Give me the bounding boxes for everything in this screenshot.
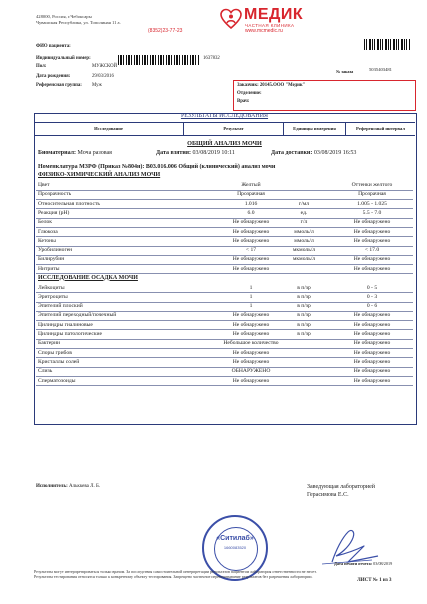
logo-name: МЕДИК [244, 6, 304, 23]
biomaterial-line [38, 150, 112, 156]
fio-label: ФИО пациента: [36, 44, 71, 49]
heart-icon [220, 8, 242, 30]
head-title: Заведующая лабораторией [307, 484, 375, 490]
patient-barcode [118, 55, 200, 65]
test-result: Не обнаружено [232, 256, 270, 263]
test-result: 1 [249, 284, 253, 291]
print-date-label: Дата печати отчета: [334, 561, 373, 566]
delivered-line [271, 150, 356, 156]
customer-box [233, 80, 416, 111]
ref-group-label: Референсная группа: [36, 83, 82, 88]
test-result: Не обнаружено [232, 312, 270, 319]
sex-value: МУЖСКОЙ [92, 64, 118, 69]
clinic-phone: (8352)23-77-23 [148, 28, 183, 34]
test-name: Споры грибов [38, 349, 72, 356]
result-row [36, 376, 413, 386]
test-unit: в п/зр [297, 321, 311, 328]
test-reference: 0 - 5 [366, 284, 378, 291]
head-name: Герасимова Е.С. [307, 492, 349, 498]
test-reference: Не обнаружено [353, 237, 391, 244]
test-reference: Не обнаружено [353, 228, 391, 235]
test-name: Эпителий переходный/почечный [38, 312, 117, 319]
print-date-value: 03/08/2019 [373, 561, 393, 566]
test-name: Уробилиноген [38, 247, 73, 254]
biomaterial-value: Моча разовая [77, 150, 112, 156]
order-barcode [364, 39, 410, 50]
test-unit: в п/зр [297, 303, 311, 310]
taken-value: 03/08/2019 10:11 [192, 150, 235, 156]
test-name: Цилиндры патологические [38, 331, 103, 337]
test-result: Прозрачная [237, 191, 265, 198]
test-name: Билирубин [38, 256, 65, 263]
test-unit: в п/зр [297, 293, 311, 300]
test-unit: мкмоль/л [292, 247, 316, 254]
delivered-label: Дата доставки: [271, 150, 313, 156]
footer-notes [34, 569, 399, 579]
analysis-title: ОБЩИЙ АНАЛИЗ МОЧИ [187, 140, 262, 147]
test-result: ОБНАРУЖЕНО [231, 368, 271, 375]
stamp-number: 1660083520 [223, 545, 247, 550]
test-unit: в п/зр [297, 312, 311, 319]
test-name: Нитриты [38, 265, 60, 272]
test-result: 1 [249, 293, 253, 300]
header-result: Результат [184, 123, 284, 135]
stamp-name: «Ситилаб» [216, 535, 254, 542]
test-result: Не обнаружено [232, 228, 270, 235]
address-line-1: 428000, Россия, г.Чебоксары [36, 14, 92, 19]
executor-value: Альккева Л. Б. [69, 484, 101, 489]
test-result: Желтый [241, 182, 261, 188]
order-number-value: 5035403481 [369, 67, 392, 72]
print-date [334, 561, 392, 566]
test-unit: ммоль/л [294, 237, 314, 244]
lab-address [36, 14, 176, 25]
test-name: Сперматозоиды [38, 377, 76, 384]
clinic-site: www.mcmedic.ru [245, 28, 283, 34]
test-name: Слизь [38, 368, 53, 375]
test-reference: Не обнаружено [353, 358, 391, 365]
address-line-2: Чувашская Республика, ул. Тополиная 11 а. [36, 19, 121, 25]
test-result: Небольшое количество [223, 340, 279, 347]
executor-label: Исполнитель: [36, 484, 68, 489]
test-result: Не обнаружено [232, 349, 270, 356]
test-reference: 0 - 3 [366, 293, 378, 300]
delivered-value: 03/08/2019 16:53 [313, 150, 357, 156]
dept-label: Отделение: [237, 91, 262, 96]
footer-note-1: Результаты могут интерпретироваться только врачом. За последствия самостоятельной интерпретации результатов пациентом лаборатория ответственности не несет. [34, 569, 317, 574]
test-reference: Не обнаружено [353, 331, 391, 337]
test-result: Не обнаружено [232, 219, 270, 226]
test-reference: 1.005 - 1.025 [357, 200, 387, 207]
header-ref: Референсный интервал [356, 125, 405, 131]
test-result: Не обнаружено [232, 377, 270, 384]
test-name: Лейкоциты [38, 284, 65, 291]
test-name: Глюкоза [38, 228, 58, 235]
ref-group-value: Муж [92, 83, 102, 88]
test-reference: Не обнаружено [353, 349, 391, 356]
test-reference: 5.5 - 7.0 [362, 209, 382, 216]
nomenclature: Номенклатура МЗРФ (Приказ №804н): В03.016.006 Общий (клинический) анализ мочи [38, 164, 276, 170]
section-title: ФИЗИКО-ХИМИЧЕСКИЙ АНАЛИЗ МОЧИ [38, 172, 161, 178]
sheet-number: ЛИСТ № 1 из 3 [357, 578, 392, 583]
test-unit: ед. [300, 209, 308, 216]
test-name: Относительная плотность [38, 200, 100, 207]
test-name: Прозрачность [38, 191, 72, 198]
taken-line [156, 150, 235, 156]
dob-label: Дата рождения: [36, 74, 71, 79]
test-reference: Прозрачная [358, 191, 386, 198]
order-number-label: № заказа [336, 69, 354, 74]
results-title: РЕЗУЛЬТАТЫ ИССЛЕДОВАНИЯ [180, 113, 269, 119]
test-name: Эритроциты [38, 293, 68, 300]
test-unit: в п/зр [297, 331, 311, 337]
test-reference: 0 - 6 [366, 303, 378, 310]
test-reference: Не обнаружено [353, 377, 391, 384]
test-reference: Не обнаружено [353, 321, 391, 328]
header-study: Исследование [34, 123, 184, 135]
customer-label: Заказчик: [237, 83, 259, 88]
test-reference: Не обнаружено [353, 256, 391, 263]
customer-line [237, 83, 305, 88]
test-name: Цвет [38, 182, 50, 188]
table-header [34, 122, 415, 136]
test-reference: Оттенки желтого [351, 182, 393, 188]
test-name: Кетоны [38, 237, 56, 244]
logo-subtitle: ЧАСТНАЯ КЛИНИКА [245, 23, 295, 28]
doctor-label: Врач: [237, 99, 250, 104]
test-result: Не обнаружено [232, 237, 270, 244]
test-result: 1 [249, 303, 253, 310]
test-unit: в п/зр [297, 284, 311, 291]
executor-line [36, 484, 100, 489]
test-result: < 17 [245, 247, 257, 254]
test-reference: Не обнаружено [353, 368, 391, 375]
test-unit: г/л [300, 219, 308, 226]
test-reference: Не обнаружено [353, 265, 391, 272]
test-result: Не обнаружено [232, 358, 270, 365]
sex-label: Пол: [36, 64, 47, 69]
test-name: Эпителий плоский [38, 303, 83, 310]
test-reference: Не обнаружено [353, 340, 391, 347]
test-result: 6.0 [247, 209, 255, 216]
section-title: ИССЛЕДОВАНИЕ ОСАДКА МОЧИ [38, 274, 138, 281]
test-name: Цилиндры гиалиновые [38, 321, 93, 328]
test-result: Не обнаружено [232, 331, 270, 337]
customer-value: 20145.ООО "Медик" [259, 83, 306, 88]
dob-value: 29/03/2016 [92, 74, 114, 79]
test-unit: мкмоль/л [292, 256, 316, 263]
test-name: Белок [38, 219, 53, 226]
id-label: Индивидуальный номер: [36, 56, 91, 61]
biomaterial-label: Биоматериал: [38, 150, 77, 156]
test-reference: < 17.0 [364, 247, 380, 254]
result-row [36, 264, 413, 274]
id-value: 1637832 [203, 56, 220, 61]
test-result: 1.016 [244, 200, 258, 207]
test-reference: Не обнаружено [353, 219, 391, 226]
test-reference: Не обнаружено [353, 312, 391, 319]
test-unit: г/мл [298, 200, 310, 207]
clinic-logo [220, 6, 320, 44]
test-name: Реакция (рН) [38, 209, 70, 216]
test-unit: ммоль/л [294, 228, 314, 235]
test-result: Не обнаружено [232, 265, 270, 272]
test-name: Бактерии [38, 340, 61, 347]
test-result: Не обнаружено [232, 321, 270, 328]
test-name: Кристаллы солей [38, 358, 80, 365]
taken-label: Дата взятия: [156, 150, 192, 156]
footer-note-2: Результаты тестирования относятся только к конкретному объекту тестирования. Запрещено частичное перепечатывание результатов без разрешения лаборатории. [34, 574, 313, 579]
header-units: Единицы измерения [284, 123, 346, 135]
